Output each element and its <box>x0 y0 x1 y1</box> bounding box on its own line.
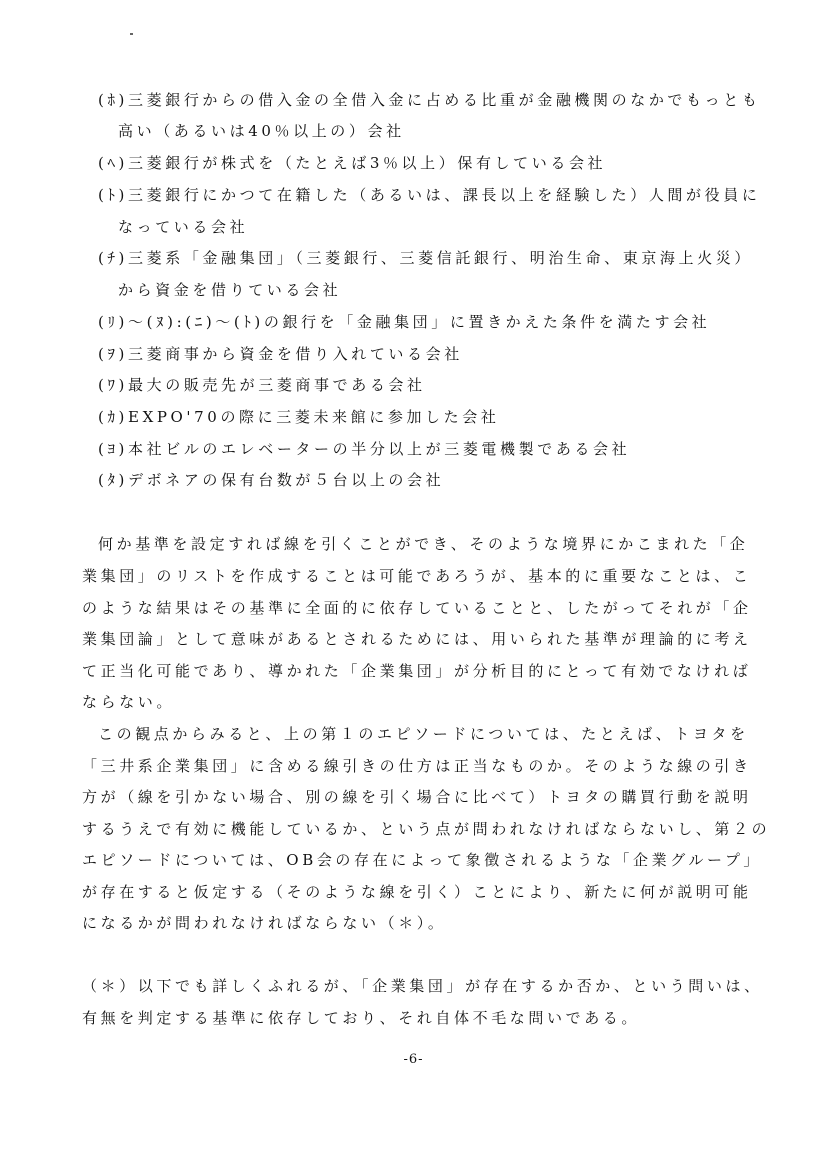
list-item-yo: (ﾖ)本社ビルのエレベーターの半分以上が三菱電機製である会社 <box>98 440 631 458</box>
paragraph-line: 「三井系企業集団」に含める線引きの仕方は正当なものか。そのような線の引き <box>82 757 752 775</box>
paragraph-line: のような結果はその基準に全面的に依存していることと、したがってそれが「企 <box>82 599 752 617</box>
footnote-line: 有無を判定する基準に依存しており、それ自体不毛な問いである。 <box>82 1009 641 1027</box>
list-item-to-cont: なっている会社 <box>118 218 249 236</box>
footnote-line: （＊）以下でも詳しくふれるが、「企業集団」が存在するか否か、という問いは、 <box>82 977 763 995</box>
paragraph-line: 業集団論」として意味があるとされるためには、用いられた基準が理論的に考え <box>82 630 752 648</box>
list-item-to: (ﾄ)三菱銀行にかつて在籍した（あるいは、課長以上を経験した）人間が役員に <box>98 186 761 204</box>
list-item-ka: (ｶ)EXPO'70の際に三菱未来館に参加した会社 <box>98 408 500 426</box>
list-item-chi-cont: から資金を借りている会社 <box>118 281 342 299</box>
list-item-wo: (ｦ)三菱商事から資金を借り入れている会社 <box>98 345 463 363</box>
paragraph-line: この観点からみると、上の第１のエピソードについては、たとえば、トヨタを <box>98 725 749 743</box>
list-item-ho: (ﾎ)三菱銀行からの借入金の全借入金に占める比重が金融機関のなかでもっとも <box>98 91 761 109</box>
paragraph-line: ならない。 <box>82 693 176 711</box>
paragraph-line: するうえで有効に機能しているか、という点が問われなければならないし、第２の <box>82 820 771 838</box>
paragraph-line: エピソードについては、OB会の存在によって象徴されるような「企業グループ」 <box>82 851 763 869</box>
list-item-ri-nu: (ﾘ)～(ﾇ):(ﾆ)～(ﾄ)の銀行を「金融集団」に置きかえた条件を満たす会社 <box>98 313 711 331</box>
paragraph-line: が存在すると仮定する（そのような線を引く）ことにより、新たに何が説明可能 <box>82 883 752 901</box>
paragraph-line: になるかが問われなければならない（＊）。 <box>82 914 447 932</box>
paragraph-line: て正当化可能であり、導かれた「企業集団」が分析目的にとって有効でなければ <box>82 662 752 680</box>
page-number: -6- <box>403 1052 424 1067</box>
list-item-ho-cont: 高い（あるいは40％以上の）会社 <box>118 122 405 140</box>
scan-speck <box>130 33 133 35</box>
paragraph-line: 業集団」のリストを作成することは可能であろうが、基本的に重要なことは、こ <box>82 567 752 585</box>
paragraph-line: 何か基準を設定すれば線を引くことができ、そのような境界にかこまれた「企 <box>98 535 749 553</box>
list-item-ta: (ﾀ)デボネアの保有台数が５台以上の会社 <box>98 471 445 489</box>
list-item-wa: (ﾜ)最大の販売先が三菱商事である会社 <box>98 376 426 394</box>
list-item-he: (ﾍ)三菱銀行が株式を（たとえば3％以上）保有している会社 <box>98 154 607 172</box>
paragraph-line: 方が（線を引かない場合、別の線を引く場合に比べて）トヨタの購買行動を説明 <box>82 788 752 806</box>
list-item-chi: (ﾁ)三菱系「金融集団」（三菱銀行、三菱信託銀行、明治生命、東京海上火災） <box>98 249 753 267</box>
